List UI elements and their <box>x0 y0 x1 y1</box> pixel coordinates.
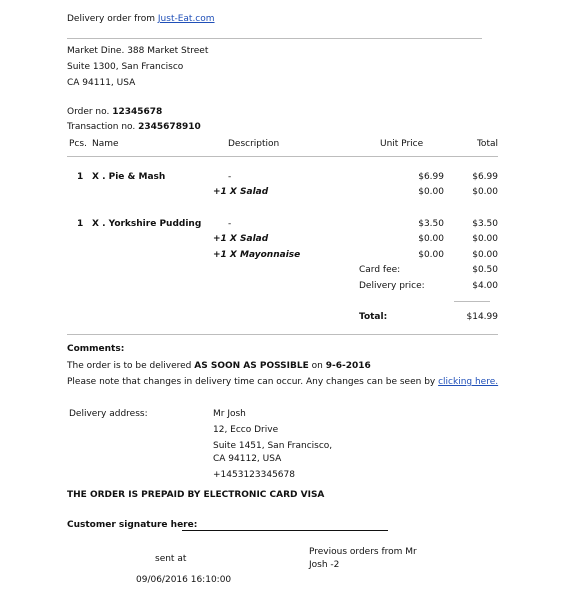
changes-link[interactable]: clicking here. <box>438 377 499 387</box>
document-title <box>67 14 215 24</box>
restaurant-address-line3: CA 94111, USA <box>67 78 136 88</box>
sent-at-label: sent at <box>155 554 187 564</box>
item-qty: 1 <box>77 219 84 229</box>
order-number-value: 12345678 <box>112 107 163 117</box>
order-number-label: Order no. <box>67 107 113 117</box>
extra-label: +1 X Mayonnaise <box>213 250 301 260</box>
column-header-total: Total <box>476 139 498 149</box>
delivery-address-label: Delivery address: <box>69 409 148 419</box>
delivery-date: 9-6-2016 <box>325 361 371 371</box>
delivery-price-value: $4.00 <box>472 281 498 291</box>
customer-phone: +1453123345678 <box>213 470 295 480</box>
item-total: $6.99 <box>472 172 498 182</box>
column-header-pcs: Pcs. <box>69 139 87 149</box>
extra-label: +1 X Salad <box>213 187 269 197</box>
column-header-description: Description <box>228 139 280 149</box>
item-unit-price: $6.99 <box>418 172 444 182</box>
comments-heading: Comments: <box>67 344 125 354</box>
restaurant-address-line1: Market Dine. 388 Market Street <box>67 46 209 56</box>
extra-total: $0.00 <box>472 250 498 260</box>
transaction-number-value: 2345678910 <box>138 122 201 132</box>
restaurant-address-line2: Suite 1300, San Francisco <box>67 62 184 72</box>
delivery-address-line2: Suite 1451, San Francisco, <box>213 441 333 451</box>
item-name: X . Yorkshire Pudding <box>92 219 202 229</box>
signature-line <box>182 530 388 531</box>
divider <box>67 38 482 39</box>
extra-total: $0.00 <box>472 187 498 197</box>
column-header-unit-price: Unit Price <box>380 139 424 149</box>
divider <box>67 334 498 335</box>
total-label: Total: <box>359 312 388 322</box>
item-total: $3.50 <box>472 219 498 229</box>
item-unit-price: $3.50 <box>418 219 444 229</box>
total-value: $14.99 <box>466 312 498 322</box>
item-description: - <box>228 219 232 229</box>
subtotal-divider <box>454 301 490 302</box>
extra-total: $0.00 <box>472 234 498 244</box>
comments-line1 <box>67 361 371 371</box>
delivery-price-label: Delivery price: <box>359 281 425 291</box>
delivery-address-line3: CA 94112, USA <box>213 454 282 464</box>
sent-at-value: 09/06/2016 16:10:00 <box>136 575 232 585</box>
item-description: - <box>228 172 232 182</box>
divider <box>67 156 498 157</box>
comments-line2 <box>67 377 498 387</box>
extra-unit-price: $0.00 <box>418 187 444 197</box>
comments-line1-mid: on <box>308 361 326 371</box>
delivery-address-line1: 12, Ecco Drive <box>213 425 279 435</box>
previous-orders-line1: Previous orders from Mr <box>309 547 417 557</box>
transaction-number-label: Transaction no. <box>67 122 139 132</box>
order-number <box>67 107 162 117</box>
extra-unit-price: $0.00 <box>418 234 444 244</box>
comments-line1-prefix: The order is to be delivered <box>67 361 195 371</box>
card-fee-label: Card fee: <box>359 265 401 275</box>
card-fee-value: $0.50 <box>472 265 498 275</box>
title-prefix: Delivery order from <box>67 14 158 24</box>
just-eat-link[interactable]: Just-Eat.com <box>157 14 215 24</box>
signature-label: Customer signature here: <box>67 520 198 530</box>
transaction-number <box>67 122 201 132</box>
prepaid-notice: THE ORDER IS PREPAID BY ELECTRONIC CARD VISA <box>67 490 325 500</box>
column-header-name: Name <box>92 139 119 149</box>
extra-label: +1 X Salad <box>213 234 269 244</box>
item-qty: 1 <box>77 172 84 182</box>
delivery-time: AS SOON AS POSSIBLE <box>194 361 309 371</box>
extra-unit-price: $0.00 <box>418 250 444 260</box>
comments-line2-prefix: Please note that changes in delivery time can occur. Any changes can be seen by <box>67 377 439 387</box>
previous-orders-line2: Josh -2 <box>309 560 340 570</box>
item-name: X . Pie & Mash <box>92 172 166 182</box>
customer-name: Mr Josh <box>213 409 246 419</box>
